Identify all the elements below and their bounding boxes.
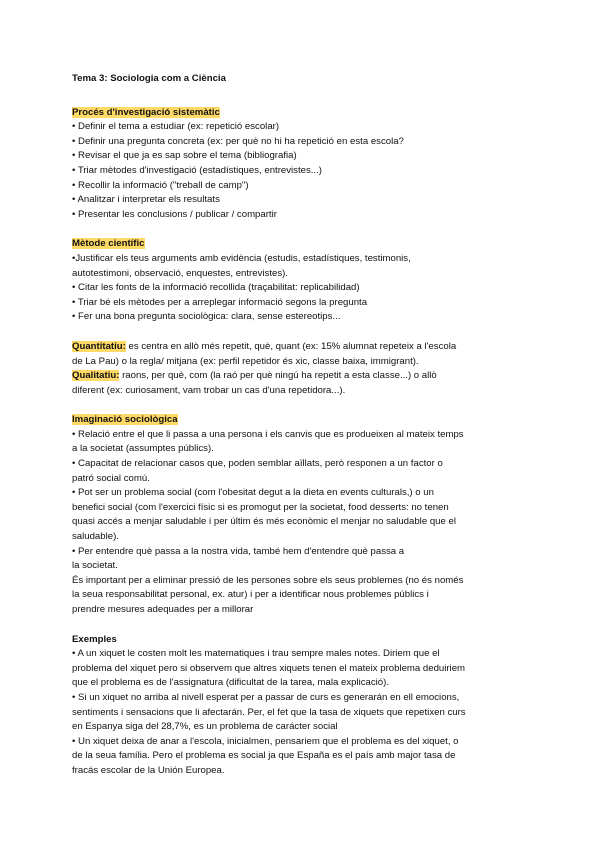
paragraph-line: benefici social (com l'exercici físic si es promogut per la societat, food desserts: no tenen [72, 501, 449, 513]
list-item: • Presentar les conclusions / publicar / compartir [72, 208, 277, 220]
list-item: • Analitzar i interpretar els resultats [72, 194, 220, 206]
paragraph-line: la seua responsabilitat personal, ex. atur) i per a identificar nous problemes públics i [72, 589, 429, 601]
list-item: • Revisar el que ja es sap sobre el tema (bibliografia) [72, 150, 297, 162]
quantitative-text: es centra en allò més repetit, què, quant (ex: 15% alumnat repeteix a l'escola [125, 340, 457, 352]
list-item: • Definir una pregunta concreta (ex: per què no hi ha repetició en esta escola? [72, 135, 404, 147]
paragraph-line: • Pot ser un problema social (com l'obesitat degut a la dieta en events culturals,) o un [72, 487, 434, 499]
paragraph-line: de la seua família. Pero el problema es social ja que España es el país amb major tasa de [72, 750, 456, 762]
paragraph-line: saludable). [72, 531, 119, 543]
list-item: • Triar mètodes d'investigació (estadístiques, entrevistes...) [72, 164, 322, 176]
paragraph-line: que el problema es de l'assignatura (dificultat de la tarea, mala explicació). [72, 677, 389, 689]
list-item: • Definir el tema a estudiar (ex: repetició escolar) [72, 121, 280, 133]
list-item: •Justificar els teus arguments amb evidència (estudis, estadístiques, testimonis, [72, 252, 411, 264]
paragraph-line: • A un xiquet le costen molt les matematiques i trau sempre males notes. Diriem que el [72, 648, 440, 660]
quantitative-line-2: de La Pau) o la regla/ mitjana (ex: perfil repetidor és xic, classe baixa, immigrant). [72, 355, 419, 367]
quantitative-label: Quantitatiu: [72, 340, 126, 352]
paragraph-line: • Relació entre el que li passa a una persona i els canvis que es produeixen al mateix temps [72, 428, 464, 440]
paragraph-line: • Un xiquet deixa de anar a l'escola, inicialmen, pensariem que el problema es del xiquet, o [72, 735, 459, 747]
section-sociological-imagination [72, 413, 542, 617]
paragraph-line: quasi accés a menjar saludable i per últim és més econòmic el menjar no saludable que el [72, 516, 456, 528]
list-item: autotestimoni, observació, enquestes, entrevistes). [72, 267, 288, 279]
qualitative-line-2: diferent (ex: curiosament, vam trobar un cas d'una repetidora...). [72, 384, 346, 396]
quantitative-line-1 [72, 340, 542, 355]
paragraph-line: problema del xiquet pero si observem que altres xiquets tenen el mateix problema deduiriem [72, 662, 466, 674]
paragraph-line: patró social comú. [72, 472, 150, 484]
paragraph-line: • Per entendre què passa a la nostra vida, també hem d'entendre què passa a [72, 545, 405, 557]
section-scientific-method [72, 237, 542, 325]
list-item: • Fer una bona pregunta sociològica: clara, sense estereotips... [72, 311, 341, 323]
list-item: • Triar bé els mètodes per a arreplegar informació segons la pregunta [72, 296, 368, 308]
list-item: • Recollir la informació ("treball de camp") [72, 179, 249, 191]
list-item: • Citar les fonts de la informació recollida (traçabilitat: replicabilidad) [72, 282, 360, 294]
qualitative-label: Qualitatiu: [72, 370, 120, 382]
section-heading-examples: Exemples [72, 633, 117, 645]
paragraph-line: sentiments i sensacions que li afectarán. Per, el fet que la tasa de xiquets que repetixen curs [72, 706, 466, 718]
section-heading-investigation: Procés d'investigació sistemàtic [72, 106, 220, 118]
qualitative-text: raons, per què, com (la raó per què ningú ha repetit a esta classe...) o allò [119, 370, 437, 382]
paragraph-line: la societat. [72, 560, 118, 572]
paragraph-line: prendre mesures adequades per a millorar [72, 604, 254, 615]
paragraph-line: fracás escolar de la Unión Europea. [72, 764, 225, 776]
paragraph-line: en Espanya siga del 28,7%, es un problema de carácter social [72, 721, 338, 733]
section-heading-sociological-imagination: Imaginació sociològica [72, 414, 178, 426]
paragraph-line: • Capacitat de relacionar casos que, poden semblar aïllats, però responen a un factor o [72, 458, 443, 470]
paragraph-line: a la societat (assumptes públics). [72, 443, 214, 455]
paragraph-line: • Si un xiquet no arriba al nivell esperat per a passar de curs es generarán en ell emocions, [72, 691, 460, 703]
document-title: Tema 3: Sociologia com a Ciència [72, 73, 226, 84]
section-quant-qual [72, 340, 542, 398]
section-heading-scientific-method: Mètode científic [72, 238, 145, 250]
document-page [72, 72, 542, 794]
section-examples [72, 633, 542, 779]
qualitative-line-1 [72, 369, 542, 384]
section-investigation-process [72, 106, 542, 223]
paragraph-line: És important per a eliminar pressió de les persones sobre els seus problemes (no és només [72, 574, 464, 586]
